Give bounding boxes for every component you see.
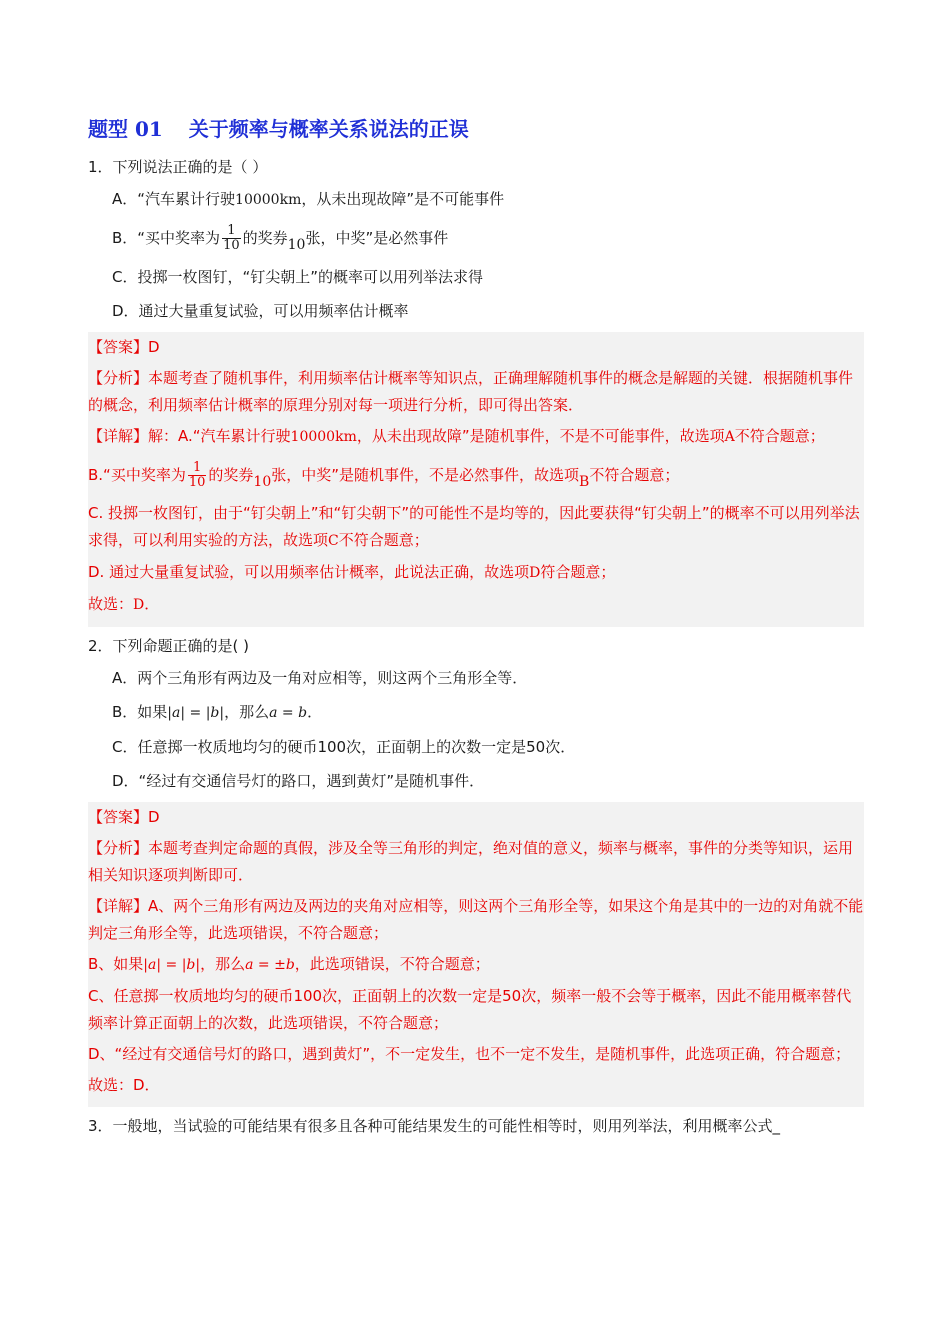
q1-detail-c-text-end: 不符合题意；: [338, 531, 429, 549]
q1-detail-b-count: 10: [253, 474, 272, 490]
q1-option-b-text: B．“买中奖率为: [112, 229, 221, 247]
q2-detail-a: 【详解】A、两个三角形有两边及两边的夹角对应相等，则这两个三角形全等，如果这个角是其中的一边的对角就不能判定三角形全等，此选项错误，不符合题意；: [88, 897, 864, 942]
q1-option-a-math: 10000km: [235, 192, 302, 208]
q1-detail-d: [88, 559, 864, 587]
q2-option-c: C．任意掷一枚质地均匀的硬币100次，正面朝上的次数一定是50次．: [112, 738, 576, 756]
q1-detail-b-text-end: 不符合题意；: [589, 466, 680, 484]
q2-option-b-text-end: ．: [307, 703, 323, 721]
q1-final-option: D: [133, 597, 145, 613]
q2-detail-b-text: B、如果: [88, 955, 144, 973]
section-heading: [88, 112, 864, 146]
q1-option-d: D．通过大量重复试验，可以用频率估计概率: [112, 302, 409, 320]
document-page: [88, 112, 864, 1145]
q2-detail-b: [88, 951, 864, 979]
q1-final-text-end: ．: [144, 595, 160, 613]
q1-option-b-text-end: 张，中奖”是必然事件: [305, 229, 449, 247]
fraction-denominator: 10: [223, 238, 240, 253]
q2-option-b-math2: a = b: [269, 705, 308, 721]
q2-detail-b-math1: |a| = |b|: [143, 957, 201, 973]
q2-option-b: [88, 699, 864, 726]
q1-detail-a: [88, 423, 864, 451]
q2-option-d: D．“经过有交通信号灯的路口，遇到黄灯”是随机事件．: [112, 772, 485, 790]
section-title: 关于频率与概率关系说法的正误: [188, 117, 469, 141]
q1-answer: 【答案】D: [88, 338, 160, 356]
q2-option-a: A．两个三角形有两边及一角对应相等，则这两个三角形全等．: [112, 669, 528, 687]
q1-detail-c: [88, 500, 864, 555]
q1-detail-d-text-end: 符合题意；: [540, 563, 616, 581]
q2-option-b-text-mid: ，那么: [224, 703, 270, 721]
q1-detail-a-option: A: [724, 429, 735, 445]
q1-detail-b-option: B: [579, 474, 590, 490]
q2-analysis: 【分析】本题考查判定命题的真假，涉及全等三角形的判定，绝对值的意义，频率与概率，事件的分类等知识，运用相关知识逐项判断即可．: [88, 839, 854, 884]
fraction-numerator: 1: [188, 461, 207, 476]
q1-option-a-text: A．“汽车累计行驶: [112, 190, 236, 208]
q1-detail-d-text: D. 通过大量重复试验，可以用频率估计概率，此说法正确，故选项: [88, 563, 530, 581]
q2-detail-b-text-end: ，此选项错误，不符合题意；: [294, 955, 490, 973]
question-3-stem: 3．一般地，当试验的可能结果有很多且各种可能结果发生的可能性相等时，则用列举法，利用概率公式_: [88, 1117, 781, 1135]
q1-option-c: C．投掷一枚图钉，“钉尖朝上”的概率可以用列举法求得: [112, 268, 484, 286]
q2-option-b-math1: |a| = |b|: [167, 705, 225, 721]
q1-detail-a-text-end: 不符合题意；: [734, 427, 825, 445]
q1-final: [88, 591, 864, 619]
q1-final-text: 故选：: [88, 595, 134, 613]
q1-detail-d-option: D: [529, 565, 541, 581]
q1-answer-box: [88, 332, 864, 627]
q1-option-b-fraction: [222, 224, 241, 253]
q2-detail-c: C、任意掷一枚质地均匀的硬币100次，正面朝上的次数一定是50次，频率一般不会等于概率，因此不能用概率替代频率计算正面朝上的次数，此选项错误，不符合题意；: [88, 987, 852, 1032]
q1-analysis: 【分析】本题考查了随机事件，利用频率估计概率等知识点，正确理解随机事件的概念是解题的关键．根据随机事件的概念，利用频率估计概率的原理分别对每一项进行分析，即可得出答案．: [88, 369, 854, 414]
q1-detail-b: [88, 455, 864, 496]
fraction-denominator: 10: [188, 475, 206, 490]
q2-detail-b-text-mid: ，那么: [200, 955, 246, 973]
q1-detail-c-text: C. 投掷一枚图钉，由于“钉尖朝上”和“钉尖朝下”的可能性不是均等的，因此要获得“钉尖朝上”的概率不可以用列举法求得，可以利用实验的方法，故选项: [88, 504, 860, 549]
q1-detail-a-text-mid: ，从未出现故障”是随机事件，不是不可能事件，故选项: [356, 427, 725, 445]
q2-answer: 【答案】D: [88, 808, 160, 826]
q1-option-a-text-end: ，从未出现故障”是不可能事件: [301, 190, 505, 208]
q1-option-b-count: 10: [287, 237, 306, 253]
q1-option-b: [88, 221, 864, 256]
q1-detail-a-text: 【详解】解：A.“汽车累计行驶: [88, 427, 291, 445]
q2-detail-b-math2: a = ±b: [245, 957, 295, 973]
q1-detail-a-math: 10000km: [290, 429, 357, 445]
q1-detail-c-option: C: [328, 533, 339, 549]
q2-option-b-text: B．如果: [112, 703, 168, 721]
q1-option-a: [88, 186, 864, 213]
q2-final: 故选：D．: [88, 1076, 160, 1094]
fraction-numerator: 1: [222, 224, 241, 239]
q1-option-b-text-mid: 的奖券: [242, 229, 288, 247]
q2-detail-d: D、“经过有交通信号灯的路口，遇到黄灯”，不一定发生，也不一定不发生，是随机事件，此选项正确，符合题意；: [88, 1045, 851, 1063]
q1-detail-b-text-mid2: 张，中奖”是随机事件，不是必然事件，故选项: [271, 466, 580, 484]
q1-detail-b-fraction: [188, 461, 207, 490]
section-label: 题型 01: [88, 117, 163, 141]
q1-detail-b-text: B.“买中奖率为: [88, 466, 186, 484]
question-1-stem: 1．下列说法正确的是（ ）: [88, 158, 268, 176]
question-2-stem: 2．下列命题正确的是( ): [88, 637, 250, 655]
q1-detail-b-text-mid: 的奖券: [208, 466, 254, 484]
q2-answer-box: [88, 802, 864, 1107]
